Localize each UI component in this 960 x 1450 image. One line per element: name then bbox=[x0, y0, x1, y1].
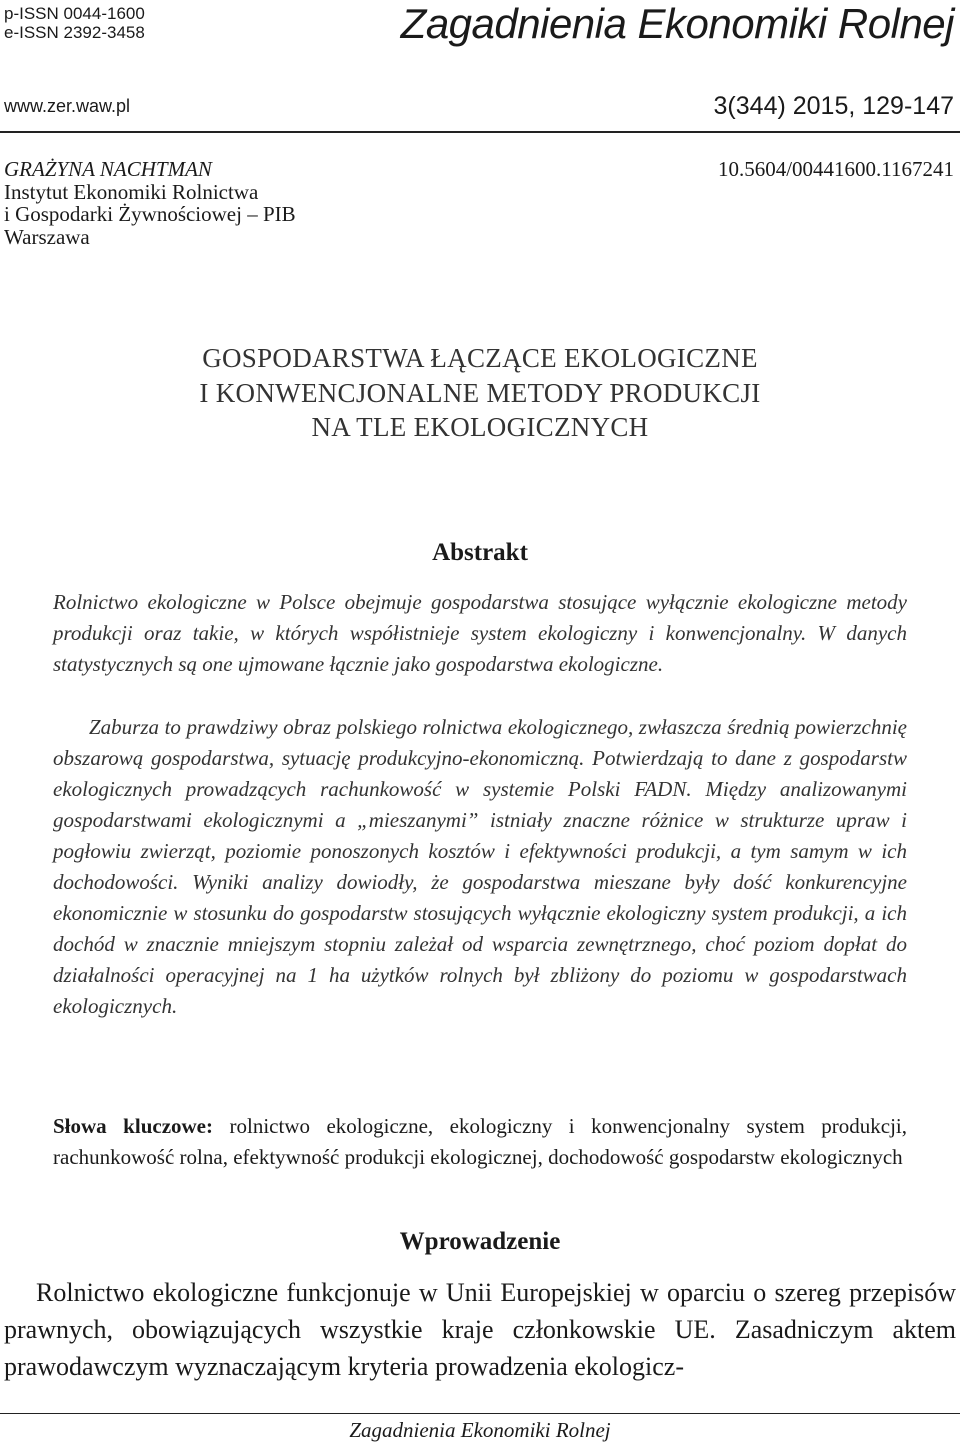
author-name: GRAŻYNA NACHTMAN bbox=[4, 157, 212, 181]
issn-block bbox=[4, 4, 145, 42]
introduction-heading: Wprowadzenie bbox=[399, 1228, 561, 1255]
introduction-body bbox=[4, 1274, 956, 1385]
article-title-line3: NA TLE EKOLOGICZNYCH bbox=[311, 412, 649, 442]
author-affiliation-line1: Instytut Ekonomiki Rolnictwa bbox=[4, 179, 259, 204]
author-block bbox=[4, 158, 296, 248]
doi[interactable]: 10.5604/00441600.1167241 bbox=[717, 157, 954, 181]
journal-website-link[interactable]: www.zer.waw.pl bbox=[4, 96, 131, 116]
abstract-paragraph-1: Rolnictwo ekologiczne w Polsce obejmuje gospodarstwa stosujące wyłącznie ekologiczne metody produkcji oraz takie, w których współistnieje system ekologiczny i konwencjonalny. W danych statystycznych są one ujmowane łącznie jako gospodarstwa ekologiczne. bbox=[53, 590, 907, 676]
footer-divider bbox=[0, 1413, 960, 1414]
header-divider bbox=[0, 131, 960, 133]
issn-print: p-ISSN 0044-1600 bbox=[4, 4, 145, 23]
issue-info: 3(344) 2015, 129-147 bbox=[713, 92, 954, 120]
article-title-line1: GOSPODARSTWA ŁĄCZĄCE EKOLOGICZNE bbox=[202, 343, 758, 373]
introduction-text: Rolnictwo ekologiczne funkcjonuje w Unii Europejskiej w oparciu o szereg przepisów prawnych, obowiązujących wszystkie kraje członkowskie UE. Zasadniczym aktem prawodawczym wyznaczającym kryteria prowadzenia ekologicz- bbox=[4, 1278, 956, 1381]
author-city: Warszawa bbox=[4, 224, 90, 249]
footer-journal-title: Zagadnienia Ekonomiki Rolnej bbox=[349, 1418, 611, 1442]
author-affiliation-line2: i Gospodarki Żywnościowej – PIB bbox=[4, 202, 296, 226]
article-title-line2: I KONWENCJONALNE METODY PRODUKCJI bbox=[199, 377, 761, 408]
keywords-label: Słowa kluczowe: bbox=[53, 1114, 213, 1138]
issn-electronic: e-ISSN 2392-3458 bbox=[4, 23, 145, 42]
abstract-heading: Abstrakt bbox=[432, 539, 528, 566]
journal-title: Zagadnienia Ekonomiki Rolnej bbox=[400, 0, 954, 47]
article-title bbox=[0, 341, 960, 445]
keywords-text: rolnictwo ekologiczne, ekologiczny i konwencjonalny system produkcji, rachunkowość rolna, efektywność produkcji ekologicznej, dochodowość gospodarstw ekologicznych bbox=[53, 1114, 908, 1169]
abstract-paragraph-2: Zaburza to prawdziwy obraz polskiego rolnictwa ekologicznego, zwłaszcza średnią powierzchnię obszarową gospodarstwa, sytuację produkcyjno-ekonomiczną. Potwierdzają to dane z gospodarstw ekologicznych prowadzących rachunkowość w systemie Polski FADN. Między analizowanymi gospodarstwami ekologicznymi a „mieszanymi” istniały znaczne różnice w strukturze upraw i pogłowiu zwierząt, poziomie ponoszonych kosztów i efektywności produkcji, a tym samym w ich dochodowości. Wyniki analizy dowiodły, że gospodarstwa mieszane były dość konkurencyjne ekonomicznie w stosunku do gospodarstw stosujących wyłącznie ekologiczny system produkcji, a ich dochód w znacznie mniejszym stopniu zależał od wsparcia zewnętrznego, choć poziom dopłat do działalności operacyjnej na 1 ha użytków rolnych był zbliżony do poziomu w gospodarstwach ekologicznych. bbox=[53, 715, 907, 1018]
keywords-block bbox=[53, 1111, 907, 1172]
